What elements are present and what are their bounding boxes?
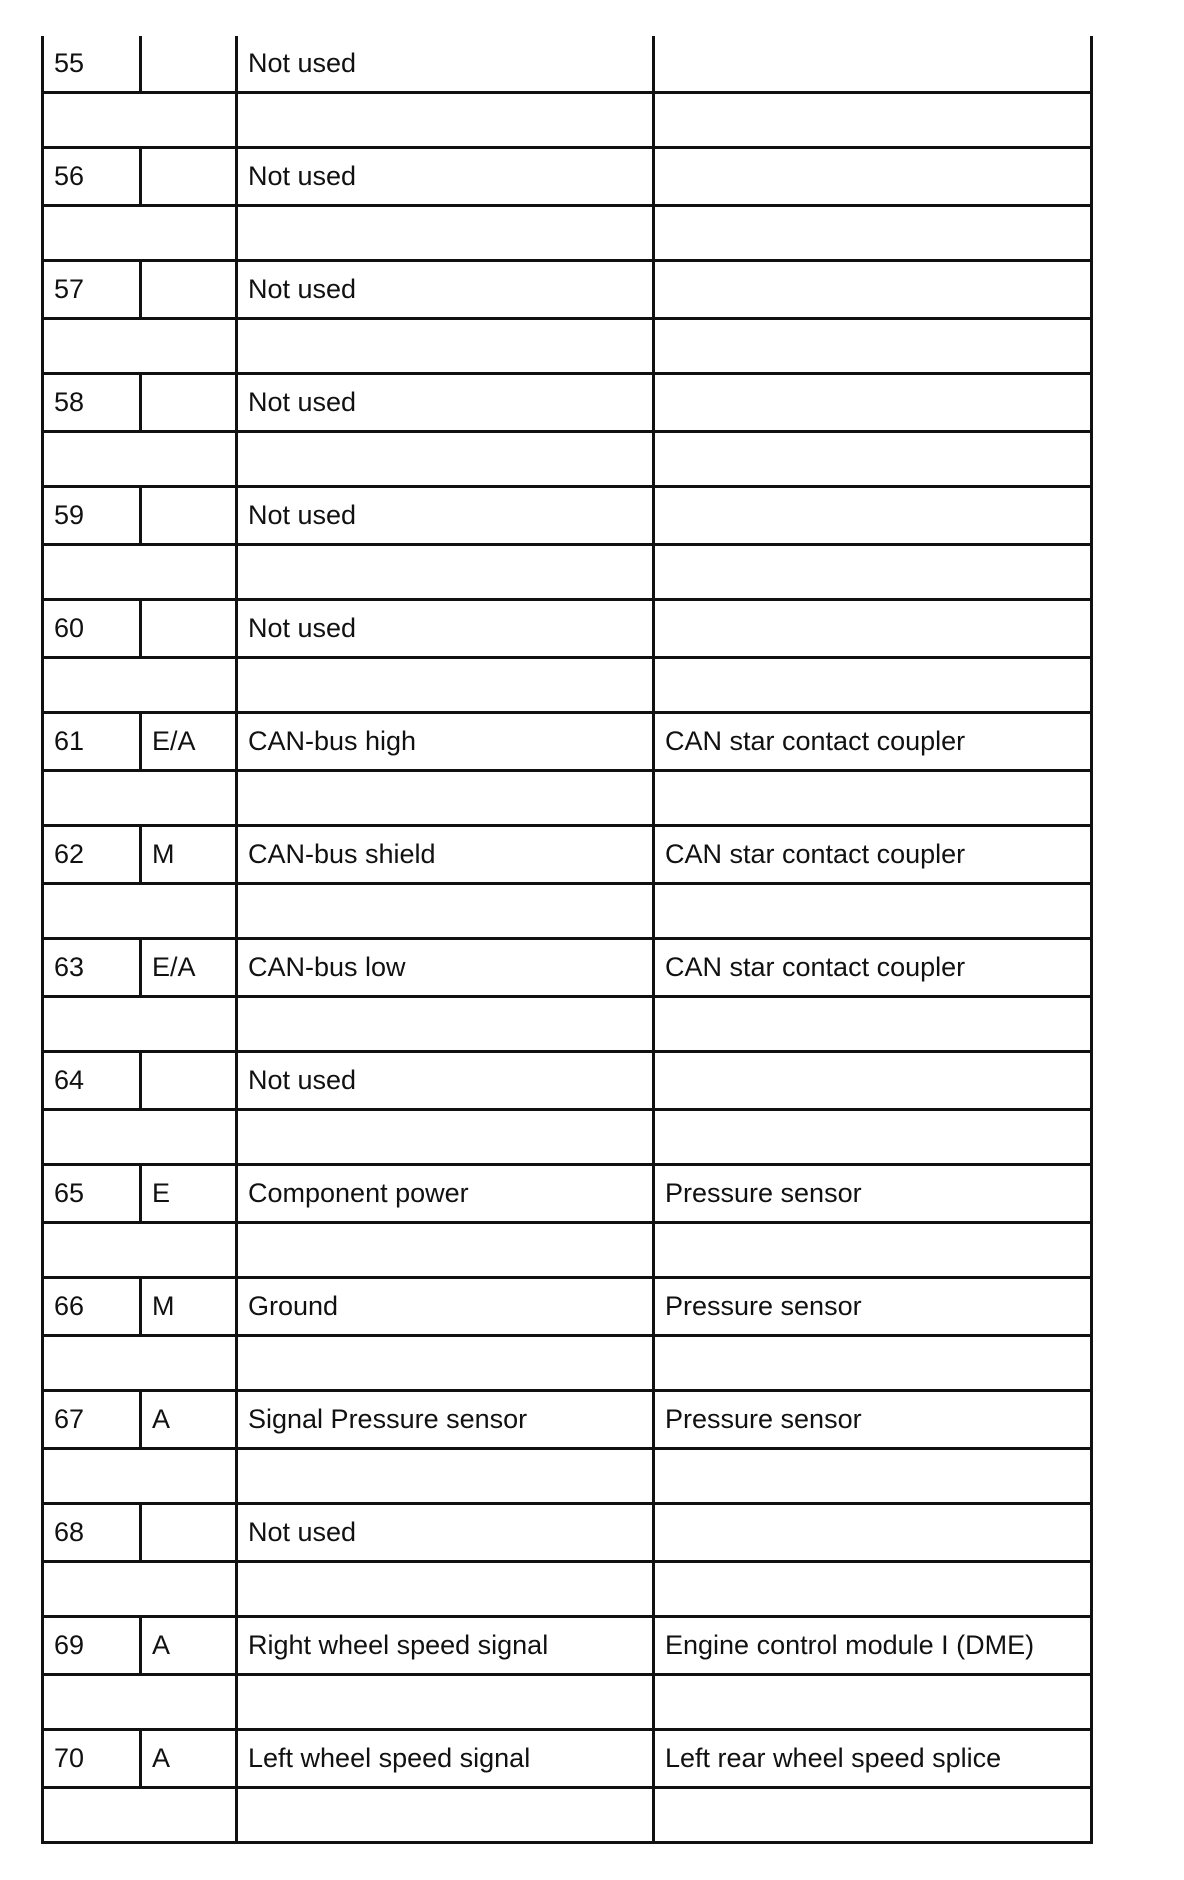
table-row-group <box>41 1166 1093 1279</box>
empty-cell <box>652 94 1093 146</box>
table-row <box>41 488 1093 546</box>
empty-cell <box>41 94 235 146</box>
pin-cell: 58 <box>41 375 139 430</box>
type-cell <box>139 1053 235 1108</box>
empty-cell <box>652 1111 1093 1163</box>
pin-cell: 62 <box>41 827 139 882</box>
empty-cell <box>235 998 652 1050</box>
empty-cell <box>235 207 652 259</box>
destination-cell <box>652 488 1093 543</box>
empty-cell <box>235 320 652 372</box>
table-spacer-row <box>41 659 1093 714</box>
table-spacer-row <box>41 94 1093 149</box>
destination-cell <box>652 149 1093 204</box>
type-cell: M <box>139 1279 235 1334</box>
table-row <box>41 1053 1093 1111</box>
destination-cell: Pressure sensor <box>652 1166 1093 1221</box>
empty-cell <box>652 1337 1093 1389</box>
empty-cell <box>235 1676 652 1728</box>
empty-cell <box>235 1337 652 1389</box>
table-spacer-row <box>41 1337 1093 1392</box>
type-cell: M <box>139 827 235 882</box>
pin-cell: 55 <box>41 36 139 91</box>
pin-cell: 68 <box>41 1505 139 1560</box>
empty-cell <box>41 433 235 485</box>
table-spacer-row <box>41 1111 1093 1166</box>
description-cell: Not used <box>235 149 652 204</box>
empty-cell <box>652 546 1093 598</box>
description-cell: Not used <box>235 36 652 91</box>
empty-cell <box>235 546 652 598</box>
empty-cell <box>235 885 652 937</box>
table-row <box>41 1618 1093 1676</box>
table-spacer-row <box>41 1224 1093 1279</box>
pin-cell: 57 <box>41 262 139 317</box>
empty-cell <box>235 1111 652 1163</box>
description-cell: Right wheel speed signal <box>235 1618 652 1673</box>
pin-cell: 59 <box>41 488 139 543</box>
destination-cell <box>652 1053 1093 1108</box>
empty-cell <box>652 207 1093 259</box>
empty-cell <box>652 659 1093 711</box>
table-spacer-row <box>41 1450 1093 1505</box>
destination-cell <box>652 601 1093 656</box>
description-cell: Not used <box>235 488 652 543</box>
description-cell: Not used <box>235 1505 652 1560</box>
type-cell: E/A <box>139 714 235 769</box>
empty-cell <box>41 1789 235 1841</box>
pin-cell: 63 <box>41 940 139 995</box>
type-cell <box>139 601 235 656</box>
table-row-group <box>41 262 1093 375</box>
destination-cell <box>652 262 1093 317</box>
empty-cell <box>652 998 1093 1050</box>
empty-cell <box>652 1224 1093 1276</box>
pin-cell: 66 <box>41 1279 139 1334</box>
table-row-group <box>41 714 1093 827</box>
destination-cell: Pressure sensor <box>652 1392 1093 1447</box>
table-row-group <box>41 36 1093 149</box>
type-cell <box>139 262 235 317</box>
table-row-group <box>41 601 1093 714</box>
description-cell: Not used <box>235 375 652 430</box>
table-row <box>41 1505 1093 1563</box>
empty-cell <box>41 546 235 598</box>
table-row <box>41 601 1093 659</box>
destination-cell: Pressure sensor <box>652 1279 1093 1334</box>
table-spacer-row <box>41 546 1093 601</box>
type-cell <box>139 375 235 430</box>
table-row-group <box>41 488 1093 601</box>
pin-cell: 69 <box>41 1618 139 1673</box>
table-row <box>41 1731 1093 1789</box>
empty-cell <box>41 659 235 711</box>
description-cell: Not used <box>235 262 652 317</box>
table-spacer-row <box>41 998 1093 1053</box>
table-row-group <box>41 375 1093 488</box>
description-cell: Left wheel speed signal <box>235 1731 652 1786</box>
empty-cell <box>41 1450 235 1502</box>
table-row <box>41 714 1093 772</box>
table-row-group <box>41 1505 1093 1618</box>
empty-cell <box>652 320 1093 372</box>
empty-cell <box>235 433 652 485</box>
type-cell <box>139 36 235 91</box>
description-cell: Signal Pressure sensor <box>235 1392 652 1447</box>
pin-cell: 64 <box>41 1053 139 1108</box>
description-cell: CAN-bus shield <box>235 827 652 882</box>
destination-cell: CAN star contact coupler <box>652 940 1093 995</box>
empty-cell <box>652 1450 1093 1502</box>
empty-cell <box>41 772 235 824</box>
empty-cell <box>41 1563 235 1615</box>
empty-cell <box>235 1563 652 1615</box>
pin-cell: 67 <box>41 1392 139 1447</box>
type-cell <box>139 1505 235 1560</box>
empty-cell <box>235 1450 652 1502</box>
type-cell: E <box>139 1166 235 1221</box>
type-cell: A <box>139 1392 235 1447</box>
description-cell: Ground <box>235 1279 652 1334</box>
empty-cell <box>41 320 235 372</box>
description-cell: Not used <box>235 601 652 656</box>
empty-cell <box>652 1789 1093 1841</box>
table-row-group <box>41 1053 1093 1166</box>
table-row <box>41 1392 1093 1450</box>
table-row-group <box>41 940 1093 1053</box>
empty-cell <box>652 885 1093 937</box>
destination-cell <box>652 36 1093 91</box>
empty-cell <box>652 1676 1093 1728</box>
pin-cell: 61 <box>41 714 139 769</box>
empty-cell <box>235 1224 652 1276</box>
type-cell <box>139 149 235 204</box>
pin-cell: 60 <box>41 601 139 656</box>
table-row <box>41 262 1093 320</box>
type-cell: E/A <box>139 940 235 995</box>
empty-cell <box>41 1337 235 1389</box>
type-cell: A <box>139 1731 235 1786</box>
pin-cell: 70 <box>41 1731 139 1786</box>
type-cell: A <box>139 1618 235 1673</box>
empty-cell <box>41 207 235 259</box>
empty-cell <box>652 772 1093 824</box>
table-spacer-row <box>41 1789 1093 1844</box>
table-spacer-row <box>41 1563 1093 1618</box>
table-row <box>41 1279 1093 1337</box>
description-cell: CAN-bus high <box>235 714 652 769</box>
destination-cell: CAN star contact coupler <box>652 827 1093 882</box>
empty-cell <box>41 998 235 1050</box>
description-cell: Not used <box>235 1053 652 1108</box>
table-row-group <box>41 1392 1093 1505</box>
pin-cell: 65 <box>41 1166 139 1221</box>
pin-cell: 56 <box>41 149 139 204</box>
table-row-group <box>41 1618 1093 1731</box>
table-row <box>41 1166 1093 1224</box>
table-row <box>41 375 1093 433</box>
empty-cell <box>235 659 652 711</box>
table-row <box>41 827 1093 885</box>
table-spacer-row <box>41 320 1093 375</box>
empty-cell <box>41 1224 235 1276</box>
empty-cell <box>41 885 235 937</box>
empty-cell <box>235 94 652 146</box>
destination-cell: Engine control module I (DME) <box>652 1618 1093 1673</box>
description-cell: CAN-bus low <box>235 940 652 995</box>
empty-cell <box>235 772 652 824</box>
empty-cell <box>235 1789 652 1841</box>
destination-cell: Left rear wheel speed splice <box>652 1731 1093 1786</box>
table-row-group <box>41 149 1093 262</box>
table-row-group <box>41 1279 1093 1392</box>
table-row-group <box>41 827 1093 940</box>
destination-cell <box>652 375 1093 430</box>
destination-cell <box>652 1505 1093 1560</box>
table-row <box>41 149 1093 207</box>
empty-cell <box>41 1676 235 1728</box>
table-spacer-row <box>41 885 1093 940</box>
description-cell: Component power <box>235 1166 652 1221</box>
empty-cell <box>652 1563 1093 1615</box>
empty-cell <box>41 1111 235 1163</box>
table-spacer-row <box>41 433 1093 488</box>
table-row <box>41 940 1093 998</box>
type-cell <box>139 488 235 543</box>
empty-cell <box>652 433 1093 485</box>
table-spacer-row <box>41 772 1093 827</box>
table-spacer-row <box>41 207 1093 262</box>
table-row <box>41 36 1093 94</box>
table-spacer-row <box>41 1676 1093 1731</box>
table-row-group <box>41 1731 1093 1844</box>
pin-assignment-table <box>41 36 1093 1844</box>
destination-cell: CAN star contact coupler <box>652 714 1093 769</box>
